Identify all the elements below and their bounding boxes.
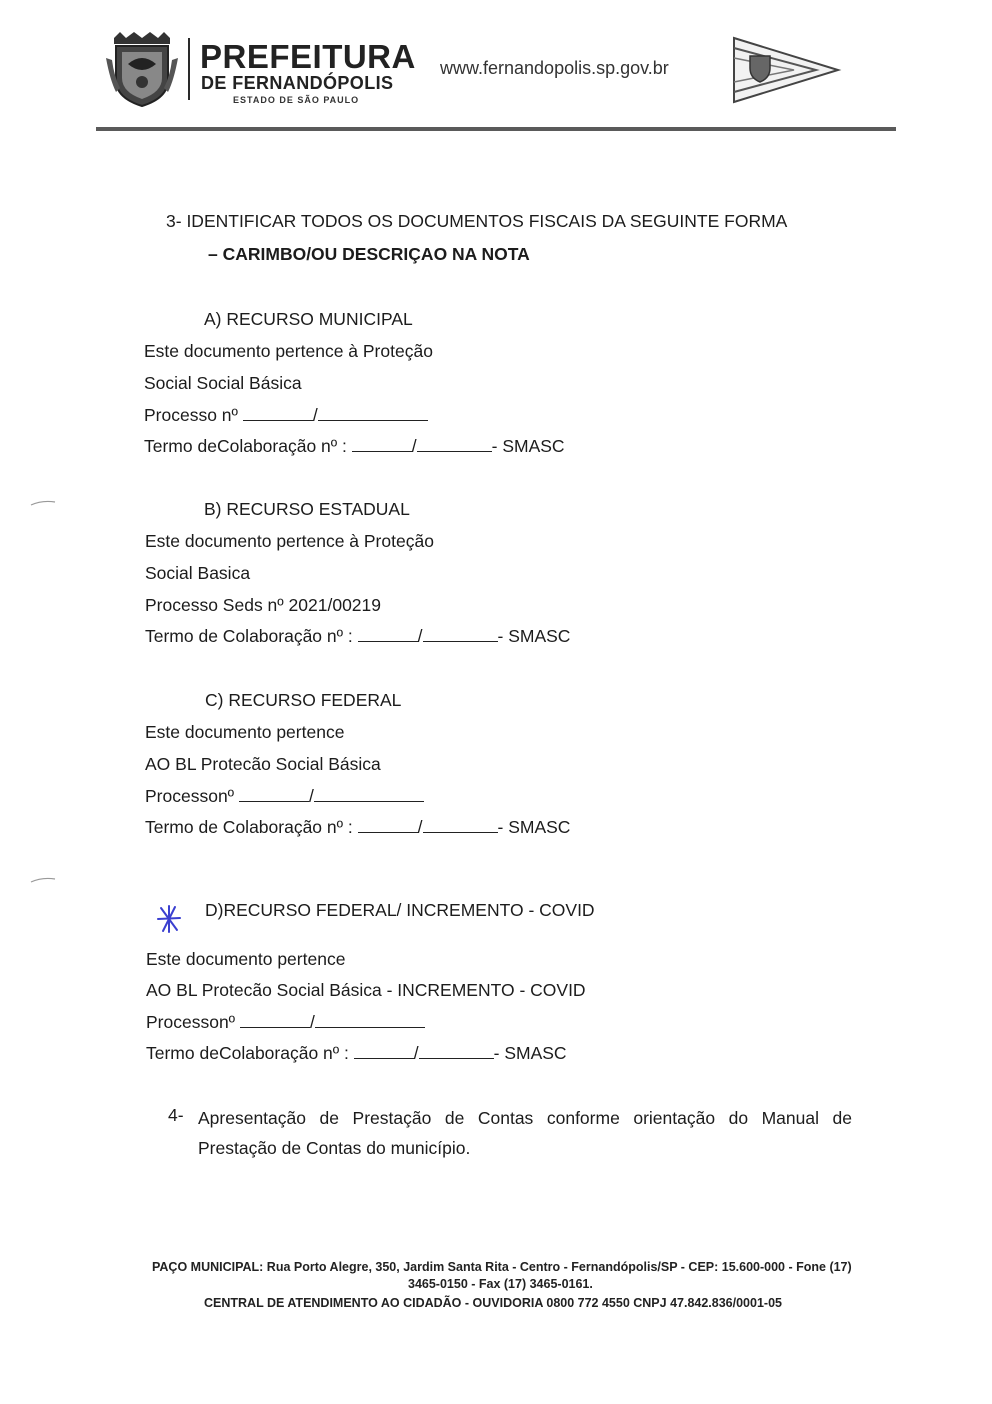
item3-heading-text: IDENTIFICAR TODOS OS DOCUMENTOS FISCAIS DA SEGUINTE FORMA <box>186 211 788 231</box>
termo-label: Termo de Colaboração nº : <box>145 626 353 646</box>
footer-contact-line: CENTRAL DE ATENDIMENTO AO CIDADÃO - OUVIDORIA 0800 772 4550 CNPJ 47.842.836/0001-05 <box>204 1296 782 1310</box>
section-c-line1: Este documento pertence <box>145 722 345 742</box>
termo-label: Termo deColaboração nº : <box>146 1043 349 1063</box>
org-name-line2: DE FERNANDÓPOLIS <box>201 73 394 93</box>
website-url: www.fernandopolis.sp.gov.br <box>440 58 669 78</box>
scan-mark <box>30 500 56 506</box>
coat-of-arms-icon <box>106 30 178 108</box>
blank-field[interactable] <box>358 818 418 833</box>
blank-field[interactable] <box>315 1013 425 1028</box>
footer-address-line1: PAÇO MUNICIPAL: Rua Porto Alegre, 350, Jardim Santa Rita - Centro - Fernandópolis/SP - CEP: 15.600-000 - Fone (17) <box>152 1260 852 1274</box>
section-a-line1: Este documento pertence à Proteção <box>144 341 433 361</box>
slash: / <box>312 405 318 425</box>
blank-field[interactable] <box>352 437 412 452</box>
section-c-title: C) RECURSO FEDERAL <box>205 690 402 710</box>
section-b-line1: Este documento pertence à Proteção <box>145 531 434 551</box>
section-a-title: A) RECURSO MUNICIPAL <box>204 309 413 329</box>
item4-line1: Apresentação de Prestação de Contas conforme orientação do Manual de <box>198 1108 852 1128</box>
blank-field[interactable] <box>314 787 424 802</box>
suffix: - SMASC <box>493 1043 567 1063</box>
blank-field[interactable] <box>358 627 418 642</box>
item4-number: 4- <box>168 1105 184 1125</box>
slash: / <box>411 436 417 456</box>
suffix: - SMASC <box>491 436 565 456</box>
section-d-line1: Este documento pertence <box>146 949 346 969</box>
slash: / <box>308 786 314 806</box>
city-flag-icon <box>730 34 842 106</box>
blank-field[interactable] <box>419 1044 494 1059</box>
item3-heading <box>166 211 787 232</box>
blank-field[interactable] <box>240 1013 310 1028</box>
blank-field[interactable] <box>243 406 313 421</box>
section-b-line2: Social Basica <box>145 563 251 583</box>
termo-label: Termo deColaboração nº : <box>144 436 347 456</box>
suffix: - SMASC <box>497 817 571 837</box>
org-name-line1: PREFEITURA <box>200 38 416 75</box>
blank-field[interactable] <box>354 1044 414 1059</box>
section-a-termo <box>144 436 565 457</box>
section-b-termo <box>145 626 570 647</box>
handwritten-asterisk-icon <box>156 904 182 934</box>
section-a-line2: Social Social Básica <box>144 373 302 393</box>
process-label: Processonº <box>145 786 235 806</box>
blank-field[interactable] <box>318 406 428 421</box>
footer-address-line2: 3465-0150 - Fax (17) 3465-0161. <box>408 1277 593 1291</box>
section-b-process: Processo Seds nº 2021/00219 <box>145 595 382 615</box>
process-label: Processonº <box>146 1012 236 1032</box>
termo-label: Termo de Colaboração nº : <box>145 817 353 837</box>
slash: / <box>309 1012 315 1032</box>
org-state-line: ESTADO DE SÃO PAULO <box>233 95 360 105</box>
slash: / <box>417 626 423 646</box>
scan-mark <box>30 877 56 883</box>
blank-field[interactable] <box>423 627 498 642</box>
section-d-title: D)RECURSO FEDERAL/ INCREMENTO - COVID <box>205 900 595 920</box>
section-b-title: B) RECURSO ESTADUAL <box>204 499 410 519</box>
slash: / <box>417 817 423 837</box>
blank-field[interactable] <box>239 787 309 802</box>
blank-field[interactable] <box>417 437 492 452</box>
suffix: - SMASC <box>497 626 571 646</box>
blank-field[interactable] <box>423 818 498 833</box>
item3-subheading: – CARIMBO/OU DESCRIÇAO NA NOTA <box>208 244 530 264</box>
section-c-line2: AO BL Protecão Social Básica <box>145 754 381 774</box>
header-divider <box>188 38 190 100</box>
header-rule <box>96 127 896 131</box>
section-d-process <box>146 1012 425 1033</box>
slash: / <box>413 1043 419 1063</box>
process-label: Processo nº <box>144 405 238 425</box>
section-c-process <box>145 786 424 807</box>
item3-number: 3- <box>166 211 182 231</box>
section-a-process <box>144 405 428 426</box>
section-c-termo <box>145 817 570 838</box>
section-d-termo <box>146 1043 567 1064</box>
item4-line2: Prestação de Contas do município. <box>198 1138 471 1158</box>
section-d-line2: AO BL Protecão Social Básica - INCREMENTO - COVID <box>146 980 586 1000</box>
